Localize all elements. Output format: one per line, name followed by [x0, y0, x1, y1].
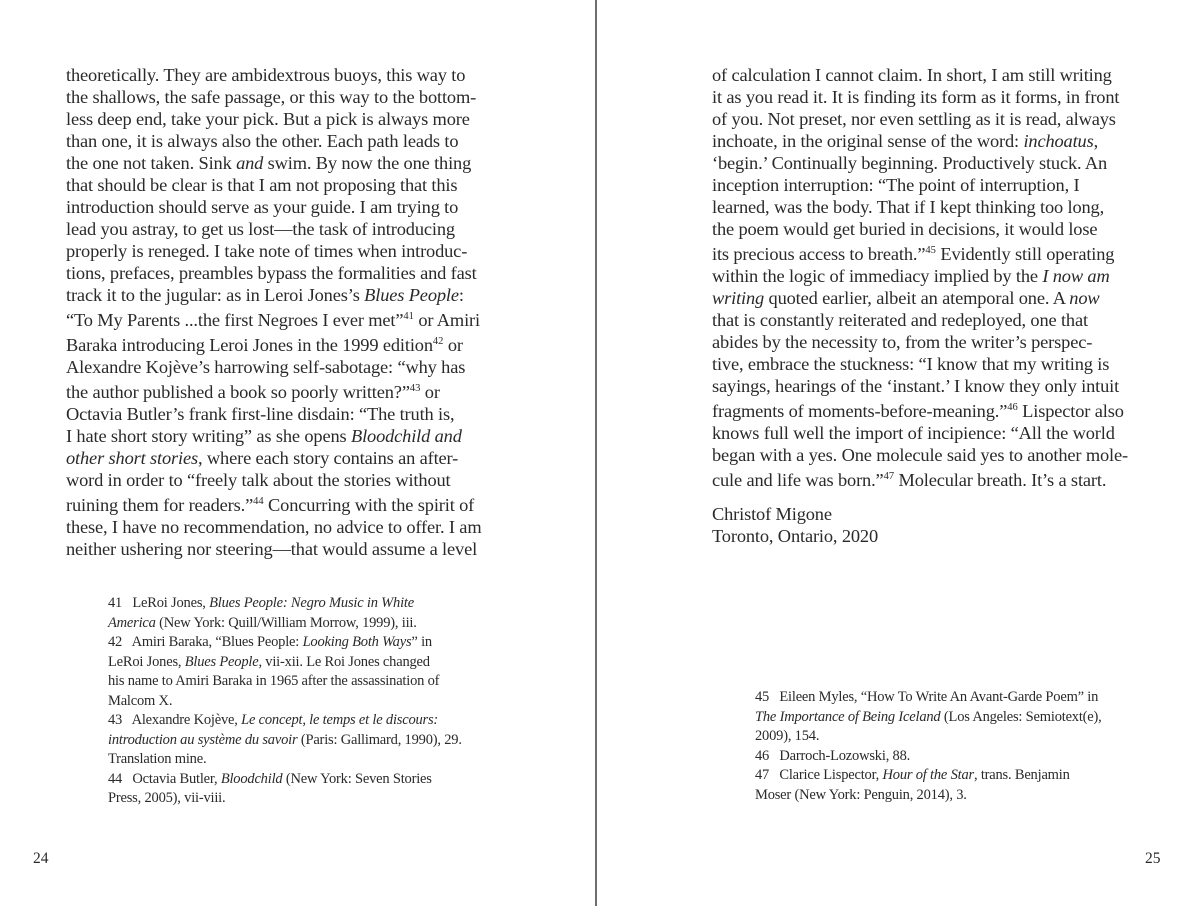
text-line: Baraka introducing Leroi Jones in the 1999 edition$^{42}$ or	[66, 335, 463, 355]
text-line: word in order to “freely talk about the stories without	[66, 470, 451, 490]
text-line: abides by the necessity to, from the writer’s perspec-	[712, 332, 1093, 352]
left-page-number: 24	[33, 850, 49, 867]
text-line: I hate short story writing” as she opens Bloodchild and	[66, 426, 462, 446]
text-line: fragments of moments-before-meaning.”$^{46}$ Lispector also	[712, 401, 1124, 421]
text-line: inchoate, in the original sense of the word: inchoatus,	[712, 131, 1099, 151]
text-line: Toronto, Ontario, 2020	[712, 526, 879, 546]
text-line: America (New York: Quill/William Morrow, 1999), iii.	[108, 614, 417, 631]
text-line: learned, was the body. That if I kept thinking too long,	[712, 197, 1105, 217]
right-page-footnotes	[755, 688, 1102, 805]
text-line: his name to Amiri Baraka in 1965 after the assassination of	[108, 673, 440, 689]
text-line: cule and life was born.”$^{47}$ Molecular breath. It’s a start.	[712, 470, 1107, 490]
text-line: track it to the jugular: as in Leroi Jones’s Blues People:	[66, 285, 464, 305]
text-line: lead you astray, to get us lost—the task of introducing	[66, 219, 455, 239]
text-line: inception interruption: “The point of interruption, I	[712, 175, 1080, 195]
text-line: that is constantly reiterated and redeployed, one that	[712, 310, 1088, 330]
text-line: 43 Alexandre Kojève, Le concept, le temps et le discours:	[108, 712, 439, 728]
text-line: the shallows, the safe passage, or this way to the bottom-	[66, 87, 477, 107]
text-line: “To My Parents ...the first Negroes I ever met”$^{41}$ or Amiri	[66, 310, 480, 330]
text-line: 47 Clarice Lispector, Hour of the Star, trans. Benjamin	[755, 767, 1070, 783]
text-line: tive, embrace the stuckness: “I know that my writing is	[712, 354, 1110, 374]
text-line: Octavia Butler’s frank first-line disdain: “The truth is,	[66, 404, 455, 424]
author-signature-block	[712, 503, 878, 547]
text-line: 42 Amiri Baraka, “Blues People: Looking Both Ways” in	[108, 634, 432, 650]
text-line: than one, it is always also the other. Each path leads to	[66, 131, 459, 151]
text-line: theoretically. They are ambidextrous buoys, this way to	[66, 65, 466, 85]
text-line: other short stories, where each story contains an after-	[66, 448, 459, 468]
left-page-footnotes	[108, 594, 462, 809]
text-line: of you. Not preset, nor even settling as it is read, always	[712, 109, 1116, 129]
text-line: 46 Darroch-Lozowski, 88.	[755, 747, 911, 764]
text-line: sayings, hearings of the ‘instant.’ I know they only intuit	[712, 376, 1120, 396]
text-line: the poem would get buried in decisions, it would lose	[712, 219, 1098, 239]
text-line: ruining them for readers.”$^{44}$ Concurring with the spirit of	[66, 495, 475, 515]
text-line: within the logic of immediacy implied by the I now am	[712, 266, 1110, 286]
left-page-body-text	[66, 64, 481, 560]
right-page-body-text	[712, 64, 1128, 491]
text-line: of calculation I cannot claim. In short, I am still writing	[712, 65, 1112, 85]
text-line: 2009), 154.	[755, 728, 820, 744]
text-line: Alexandre Kojève’s harrowing self-sabotage: “why has	[66, 357, 466, 377]
text-line: properly is reneged. I take note of times when introduc-	[66, 241, 468, 261]
text-line: introduction au système du savoir (Paris: Gallimard, 1990), 29.	[108, 731, 462, 748]
text-line: less deep end, take your pick. But a pick is always more	[66, 109, 470, 129]
text-line: introduction should serve as your guide. I am trying to	[66, 197, 459, 217]
text-line: ‘begin.’ Continually beginning. Productively stuck. An	[712, 153, 1108, 173]
text-line: it as you read it. It is finding its form as it forms, in front	[712, 87, 1120, 107]
text-line: Press, 2005), vii-viii.	[108, 790, 226, 806]
text-line: 44 Octavia Butler, Bloodchild (New York: Seven Stories	[108, 770, 432, 787]
text-line: these, I have no recommendation, no advice to offer. I am	[66, 517, 482, 537]
right-page-number: 25	[1145, 850, 1161, 867]
page-spine-divider	[595, 0, 597, 906]
text-line: knows full well the import of incipience: “All the world	[712, 423, 1115, 443]
text-line: writing quoted earlier, albeit an atemporal one. A now	[712, 288, 1100, 308]
text-line: 45 Eileen Myles, “How To Write An Avant-Garde Poem” in	[755, 689, 1099, 705]
text-line: 41 LeRoi Jones, Blues People: Negro Music in White	[108, 595, 414, 611]
text-line: that should be clear is that I am not proposing that this	[66, 175, 458, 195]
text-line: the author published a book so poorly written?”$^{43}$ or	[66, 382, 440, 402]
text-line: tions, prefaces, preambles bypass the formalities and fast	[66, 263, 477, 283]
text-line: LeRoi Jones, Blues People, vii-xii. Le Roi Jones changed	[108, 653, 430, 670]
text-line: Moser (New York: Penguin, 2014), 3.	[755, 786, 967, 803]
text-line: The Importance of Being Iceland (Los Angeles: Semiotext(e),	[755, 708, 1102, 725]
text-line: neither ushering nor steering—that would assume a level	[66, 539, 478, 559]
text-line: began with a yes. One molecule said yes to another mole-	[712, 445, 1128, 465]
text-line: Malcom X.	[108, 692, 173, 709]
text-line: Christof Migone	[712, 504, 832, 524]
text-line: the one not taken. Sink and swim. By now the one thing	[66, 153, 472, 173]
text-line: Translation mine.	[108, 751, 207, 767]
text-line: its precious access to breath.”$^{45}$ Evidently still operating	[712, 244, 1115, 264]
